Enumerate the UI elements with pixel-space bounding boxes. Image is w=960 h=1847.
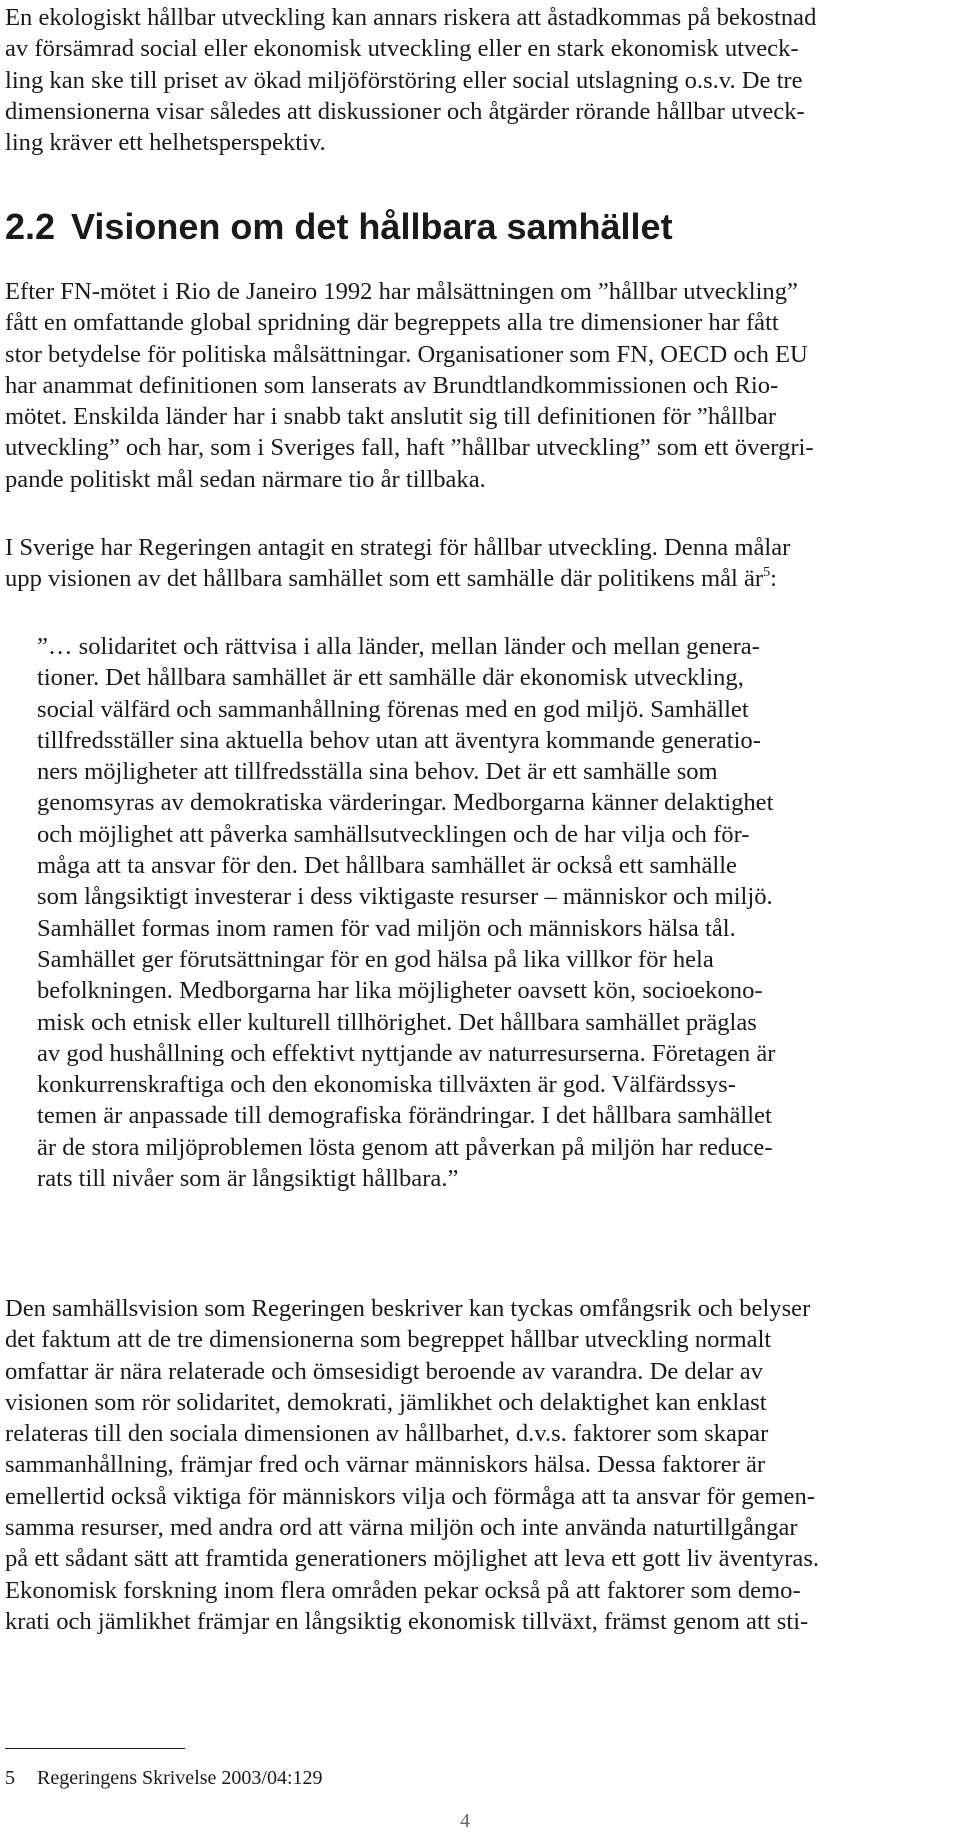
text-line: Ekonomisk forskning inom flera områden pekar också på att faktorer som demo- [5, 1576, 801, 1604]
text-line: krati och jämlikhet främjar en långsiktig ekonomisk tillväxt, främst genom att sti- [5, 1607, 809, 1635]
quote-line: och möjlighet att påverka samhällsutvecklingen och de har vilja och för- [37, 820, 750, 848]
quote-line: social välfärd och sammanhållning förenas med en god miljö. Samhället [37, 695, 749, 723]
text-line: En ekologiskt hållbar utveckling kan annars riskera att åstadkommas på bekostnad [5, 4, 817, 31]
block-quote [37, 631, 932, 1194]
quote-line: måga att ta ansvar för den. Det hållbara samhället är också ett samhälle [37, 852, 737, 880]
quote-line: ”… solidaritet och rättvisa i alla länder, mellan länder och mellan genera- [37, 633, 760, 660]
section-number: 2.2 [5, 206, 56, 247]
quote-line: rats till nivåer som är långsiktigt hållbara.” [37, 1165, 459, 1193]
footnote-divider [5, 1748, 185, 1749]
quote-line: av god hushållning och effektivt nyttjande av naturresurserna. Företagen är [37, 1039, 776, 1067]
quote-line: Samhället ger förutsättningar för en god hälsa på lika villkor för hela [37, 945, 714, 973]
text-line: utveckling” och har, som i Sveriges fall, haft ”hållbar utveckling” som ett övergri- [5, 434, 814, 462]
text-line: har anammat definitionen som lanserats av Brundtlandkommissionen och Rio- [5, 371, 779, 399]
text-line: emellertid också viktiga för människors vilja och förmåga att ta ansvar för gemen- [5, 1482, 815, 1510]
footnote-text: Regeringens Skrivelse 2003/04:129 [37, 1767, 323, 1789]
quote-line: tillfredsställer sina aktuella behov utan att äventyra kommande generatio- [37, 726, 761, 754]
text-line: fått en omfattande global spridning där begreppets alla tre dimensioner har fått [5, 309, 779, 337]
quote-line: temen är anpassade till demografiska förändringar. I det hållbara samhället [37, 1102, 772, 1130]
text-line: det faktum att de tre dimensionerna som begreppet hållbar utveckling normalt [5, 1326, 772, 1354]
text-line: ling kan ske till priset av ökad miljöförstöring eller social utslagning o.s.v. De tre [5, 66, 803, 94]
text-line: ling kräver ett helhetsperspektiv. [5, 129, 326, 157]
quote-line: som långsiktigt investerar i dess viktigaste resurser – människor och miljö. [37, 883, 773, 911]
text-line: stor betydelse för politiska målsättningar. Organisationer som FN, OECD och EU [5, 340, 808, 368]
footnote-reference: 5 [763, 565, 771, 581]
text-line: pande politiskt mål sedan närmare tio år tillbaka. [5, 465, 486, 493]
text-line: mötet. Enskilda länder har i snabb takt anslutit sig till definitionen för ”hållbar [5, 403, 777, 431]
text-line: på ett sådant sätt att framtida generationers möjlighet att leva ett gott liv äventyras. [5, 1545, 820, 1573]
text-line: visionen som rör solidaritet, demokrati, jämlikhet och delaktighet kan enklast [5, 1388, 767, 1416]
quote-line: konkurrenskraftiga och den ekonomiska tillväxten är god. Välfärdssys- [37, 1071, 736, 1099]
footnote-number: 5 [5, 1767, 15, 1789]
text-line [5, 563, 955, 594]
text-line: I Sverige har Regeringen antagit en strategi för hållbar utveckling. Denna målar [5, 534, 791, 561]
text-line: relateras till den sociala dimensionen av hållbarhet, d.v.s. faktorer som skapar [5, 1420, 769, 1448]
section-heading [5, 205, 673, 249]
text-line: Efter FN-mötet i Rio de Janeiro 1992 har målsättningen om ”hållbar utveckling” [5, 278, 798, 305]
quote-line: ners möjligheter att tillfredsställa sina behov. Det är ett samhälle som [37, 758, 718, 786]
text-line: sammanhållning, främjar fred och värnar människors hälsa. Dessa faktorer är [5, 1451, 766, 1479]
text-line: av försämrad social eller ekonomisk utveckling eller en stark ekonomisk utveck- [5, 35, 799, 63]
quote-line: misk och etnisk eller kulturell tillhörighet. Det hållbara samhället präglas [37, 1008, 757, 1036]
text-line: samma resurser, med andra ord att värna miljön och inte använda naturtillgångar [5, 1514, 798, 1542]
page-number: 4 [460, 1810, 470, 1832]
quote-line: Samhället formas inom ramen för vad miljön och människors hälsa tål. [37, 914, 736, 942]
quote-line: är de stora miljöproblemen lösta genom att påverkan på miljön har reduce- [37, 1133, 773, 1161]
text-line: Den samhällsvision som Regeringen beskriver kan tyckas omfångsrik och belyser [5, 1295, 811, 1322]
text-line: dimensionerna visar således att diskussioner och åtgärder rörande hållbar utveck- [5, 97, 805, 125]
quote-line: tioner. Det hållbara samhället är ett samhälle där ekonomisk utveckling, [37, 664, 744, 692]
paragraph-rio [5, 276, 955, 495]
quote-line: genomsyras av demokratiska värderingar. Medborgarna känner delaktighet [37, 789, 774, 817]
quote-line: befolkningen. Medborgarna har lika möjligheter oavsett kön, socioekono- [37, 977, 763, 1005]
section-title: Visionen om det hållbara samhället [71, 206, 673, 247]
text-segment: upp visionen av det hållbara samhället som ett samhälle där politikens mål är [5, 565, 764, 593]
paragraph-strategy [5, 532, 955, 595]
footnote [5, 1765, 323, 1791]
text-segment: : [770, 565, 777, 593]
intro-paragraph [5, 2, 955, 158]
text-line: omfattar är nära relaterade och ömsesidigt beroende av varandra. De delar av [5, 1357, 763, 1385]
paragraph-vision [5, 1293, 955, 1637]
